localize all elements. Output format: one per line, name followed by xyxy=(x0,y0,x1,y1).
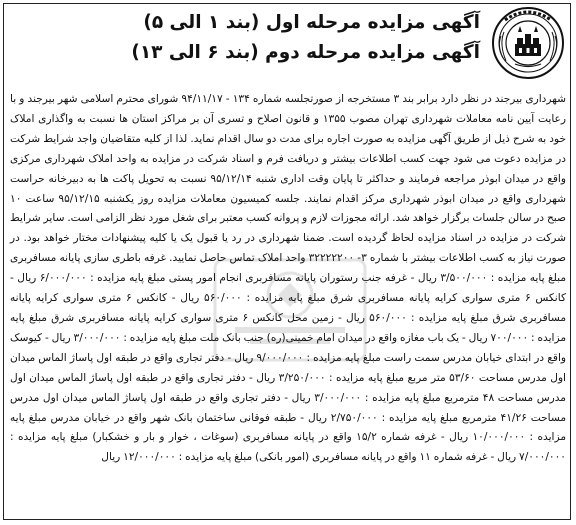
title-stage-one: آگهی مزایده مرحله اول (بند ۱ الی ۵) xyxy=(143,12,480,33)
notice-body-paragraph: شهرداری بیرجند در نظر دارد برابر بند ۳ مستخرجه از صورتجلسه شماره ۱۳۴ - ۹۴/۱۱/۱۷ شورای محترم اسلامی شهر بیرجند و با رعایت آیین نامه معاملات شهرداری تهران مصوب ۱۳۵۵ و قانون اصلاح و تسری آن بر مراکز استان ها نسبت به واگذاری املاک خود به شرح ذیل از طریق آگهی مزایده به صورت اجاره برای مدت دو سال اقدام نماید. لذا از کلیه متقاضیان واجد شرایط شرکت در مزایده دعوت می شود جهت کسب اطلاعات بیشتر و دریافت فرم و اسناد شرکت در مزایده به واحد املاک شهرداری مرکزی واقع در میدان ابوذر مراجعه فرمایند و حداکثر تا پایان وقت اداری شنبه ۹۵/۱۲/۱۴ نسبت به تحویل پاکت ها به دبیرخانه حراست شهرداری واقع در میدان ابوذر شهرداری مرکز اقدام نمایند. جلسه کمیسیون معاملات مزایده روز یکشنبه ۹۵/۱۲/۱۵ ساعت ۱۰ صبح در سالن جلسات برگزار خواهد شد. ارائه مجوزات لازم و پروانه کسب معتبر برای شغل مورد نظر الزامی است. سایر شرایط شرکت در مزایده در اسناد مزایده لحاظ گردیده است. ضمنا شهرداری در رد یا قبول یک یا کلیه پیشنهادات مختار خواهد بود. در صورت نیاز به کسب اطلاعات بیشتر با شماره ۳- ۳۲۲۲۲۲۰۰ واحد املاک تماس حاصل نمایید. غرفه باطری سازی پایانه مسافربری مبلغ پایه مزایده : ۳/۵۰۰/۰۰۰ ریال - غرفه جنب رستوران پایانه مسافربری انجام امور پستی مبلغ پایه مزایده : ۶/۰۰۰/۰۰۰ ریال - کانکس ۶ متری سواری کرایه پایانه مسافربری شرق مبلغ پایه مزایده : ۵۶۰/۰۰۰ ریال - کانکس ۶ متری سواری کرایه پایانه مسافربری شرق مبلغ پایه مزایده : ۵۶۰/۰۰۰ ریال - زمین محل کانکس ۶ متری سواری کرایه پایانه مسافربری شرق مبلغ پایه مزایده : ۷۰۰/۰۰۰ ریال - یک باب مغازه واقع در میدان امام خمینی(ره) جنب بانک ملت مبلغ پایه مزایده : ۳/۰۰۰/۰۰۰ ریال - کیوسک واقع در ابتدای خیابان مدرس سمت راست مبلغ پایه مزایده : ۹/۰۰۰/۰۰۰ ریال - دفتر تجاری واقع در طبقه اول پاساژ الماس میدان اول مدرس مساحت ۵۳/۶۰ متر مربع مبلغ پایه مزایده : ۳/۲۵۰/۰۰۰ ریال - دفتر تجاری واقع در طبقه اول پاساژ الماس میدان اول مدرس مساحت ۴۸ مترمربع مبلغ پایه مزایده : ۳/۰۰۰/۰۰۰ ریال - دفتر تجاری واقع در طبقه اول پاساژ الماس میدان اول مدرس مساحت ۴۱/۲۶ مترمربع مبلغ پایه مزایده : ۲/۷۵۰/۰۰۰ ریال - طبقه فوقانی ساختمان بانک شهر واقع در خیابان مدرس مبلغ پایه مزایده : ۱۰/۰۰۰/۰۰۰ ریال - غرفه شماره ۱۵/۲ واقع در پایانه مسافربری (سوغات ، خوار و بار و خشکبار) مبلغ پایه مزایده : ۷/۰۰۰/۰۰۰ ریال - غرفه شماره ۱۱ واقع در پایانه مسافربری (امور بانکی) مبلغ پایه مزایده : ۱۲/۰۰۰/۰۰۰ ریال xyxy=(10,93,567,464)
title-stage-two: آگهی مزایده مرحله دوم (بند ۶ الی ۱۳) xyxy=(131,42,480,63)
title-block xyxy=(131,8,480,68)
municipality-emblem-icon xyxy=(491,6,565,80)
notice-body xyxy=(10,90,566,468)
notice-header xyxy=(0,0,576,88)
